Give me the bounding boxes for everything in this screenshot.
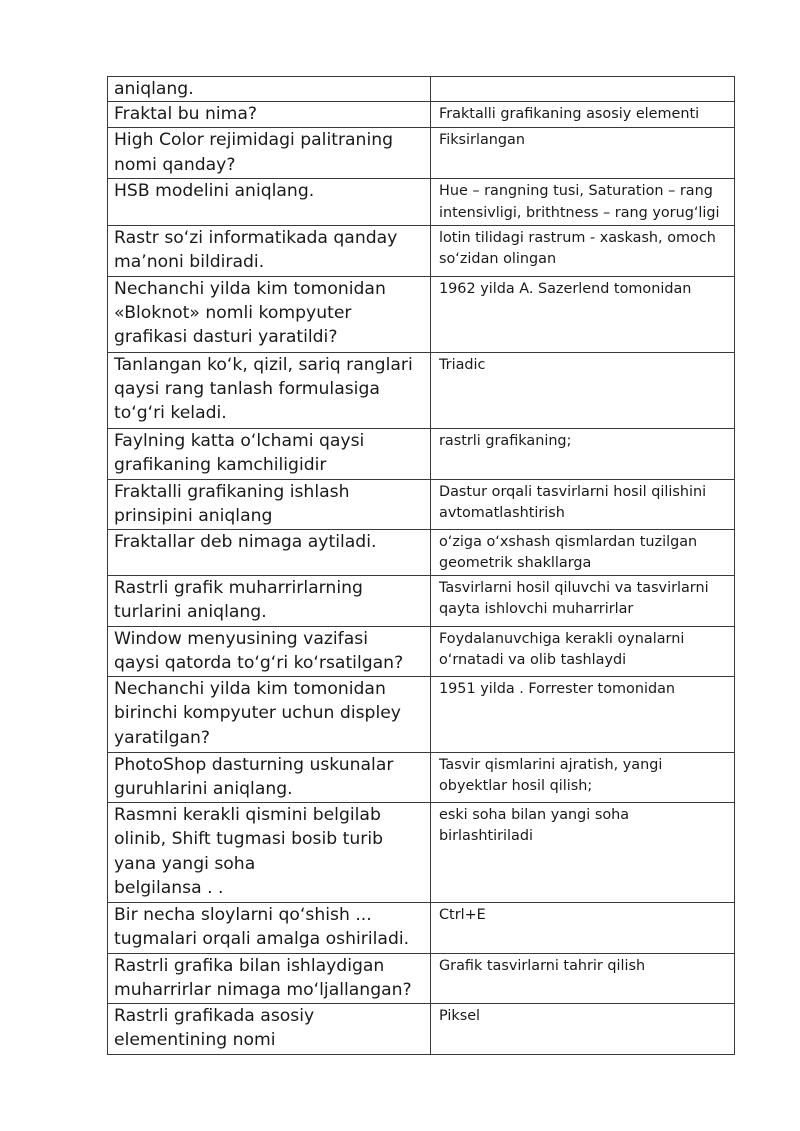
table-row bbox=[108, 102, 735, 128]
answer-cell: Dastur orqali tasvirlarni hosil qilishini avtomatlashtirish bbox=[431, 479, 735, 529]
table-row bbox=[108, 128, 735, 179]
question-cell: High Color rejimidagi palitraning nomi qanday? bbox=[108, 128, 431, 179]
document-page bbox=[107, 76, 735, 1055]
table-row bbox=[108, 428, 735, 479]
answer-cell bbox=[431, 77, 735, 102]
question-cell: Rasmni kerakli qismini belgilab olinib, Shift tugmasi bosib turib yana yangi soha belgilansa . . bbox=[108, 802, 431, 902]
question-cell: Rastrli grafikada asosiy elementining nomi bbox=[108, 1003, 431, 1054]
table-row bbox=[108, 1003, 735, 1054]
answer-cell: Fiksirlangan bbox=[431, 128, 735, 179]
question-cell: Fraktalli grafikaning ishlash prinsipini aniqlang bbox=[108, 479, 431, 529]
answer-cell: Hue – rangning tusi, Saturation – rang intensivligi, brithtness – rang yorug‘ligi bbox=[431, 179, 735, 225]
question-cell: Window menyusining vazifasi qaysi qatorda to‘g‘ri ko‘rsatilgan? bbox=[108, 626, 431, 676]
answer-cell: Tasvirlarni hosil qiluvchi va tasvirlarni qayta ishlovchi muharrirlar bbox=[431, 575, 735, 626]
answer-cell: Fraktalli grafikaning asosiy elementi bbox=[431, 102, 735, 128]
table-row bbox=[108, 626, 735, 676]
answer-cell: Triadic bbox=[431, 352, 735, 428]
question-cell: Faylning katta o‘lchami qaysi grafikaning kamchiligidir bbox=[108, 428, 431, 479]
table-row bbox=[108, 575, 735, 626]
answer-cell: 1951 yilda . Forrester tomonidan bbox=[431, 676, 735, 752]
table-row bbox=[108, 953, 735, 1003]
question-cell: Nechanchi yilda kim tomonidan birinchi kompyuter uchun displey yaratilgan? bbox=[108, 676, 431, 752]
table-row bbox=[108, 225, 735, 276]
question-cell: Fraktal bu nima? bbox=[108, 102, 431, 128]
answer-cell: Tasvir qismlarini ajratish, yangi obyektlar hosil qilish; bbox=[431, 752, 735, 802]
table-row bbox=[108, 902, 735, 953]
question-cell: Rastr so‘zi informatikada qanday ma’noni bildiradi. bbox=[108, 225, 431, 276]
question-cell: Bir necha sloylarni qo‘shish ... tugmalari orqali amalga oshiriladi. bbox=[108, 902, 431, 953]
question-cell: PhotoShop dasturning uskunalar guruhlarini aniqlang. bbox=[108, 752, 431, 802]
question-cell: Rastrli grafik muharrirlarning turlarini aniqlang. bbox=[108, 575, 431, 626]
question-cell: Nechanchi yilda kim tomonidan «Bloknot» nomli kompyuter grafikasi dasturi yaratildi? bbox=[108, 276, 431, 352]
table-row bbox=[108, 276, 735, 352]
question-cell: Fraktallar deb nimaga aytiladi. bbox=[108, 529, 431, 575]
table-row bbox=[108, 77, 735, 102]
question-cell: Rastrli grafika bilan ishlaydigan muharrirlar nimaga mo‘ljallangan? bbox=[108, 953, 431, 1003]
answer-cell: Foydalanuvchiga kerakli oynalarni o‘rnatadi va olib tashlaydi bbox=[431, 626, 735, 676]
table-row bbox=[108, 479, 735, 529]
question-cell: HSB modelini aniqlang. bbox=[108, 179, 431, 225]
table-row bbox=[108, 752, 735, 802]
answer-cell: 1962 yilda A. Sazerlend tomonidan bbox=[431, 276, 735, 352]
answer-cell: Grafik tasvirlarni tahrir qilish bbox=[431, 953, 735, 1003]
answer-cell: Piksel bbox=[431, 1003, 735, 1054]
table-row bbox=[108, 352, 735, 428]
answer-cell: Ctrl+E bbox=[431, 902, 735, 953]
question-answer-table bbox=[107, 76, 735, 1055]
answer-cell: lotin tilidagi rastrum - xaskash, omoch so‘zidan olingan bbox=[431, 225, 735, 276]
answer-cell: o‘ziga o‘xshash qismlardan tuzilgan geometrik shakllarga bbox=[431, 529, 735, 575]
question-cell: aniqlang. bbox=[108, 77, 431, 102]
table-row bbox=[108, 676, 735, 752]
question-cell: Tanlangan ko‘k, qizil, sariq ranglari qaysi rang tanlash formulasiga to‘g‘ri keladi. bbox=[108, 352, 431, 428]
table-row bbox=[108, 802, 735, 902]
answer-cell: rastrli grafikaning; bbox=[431, 428, 735, 479]
table-row bbox=[108, 179, 735, 225]
table-row bbox=[108, 529, 735, 575]
answer-cell: eski soha bilan yangi soha birlashtiriladi bbox=[431, 802, 735, 902]
